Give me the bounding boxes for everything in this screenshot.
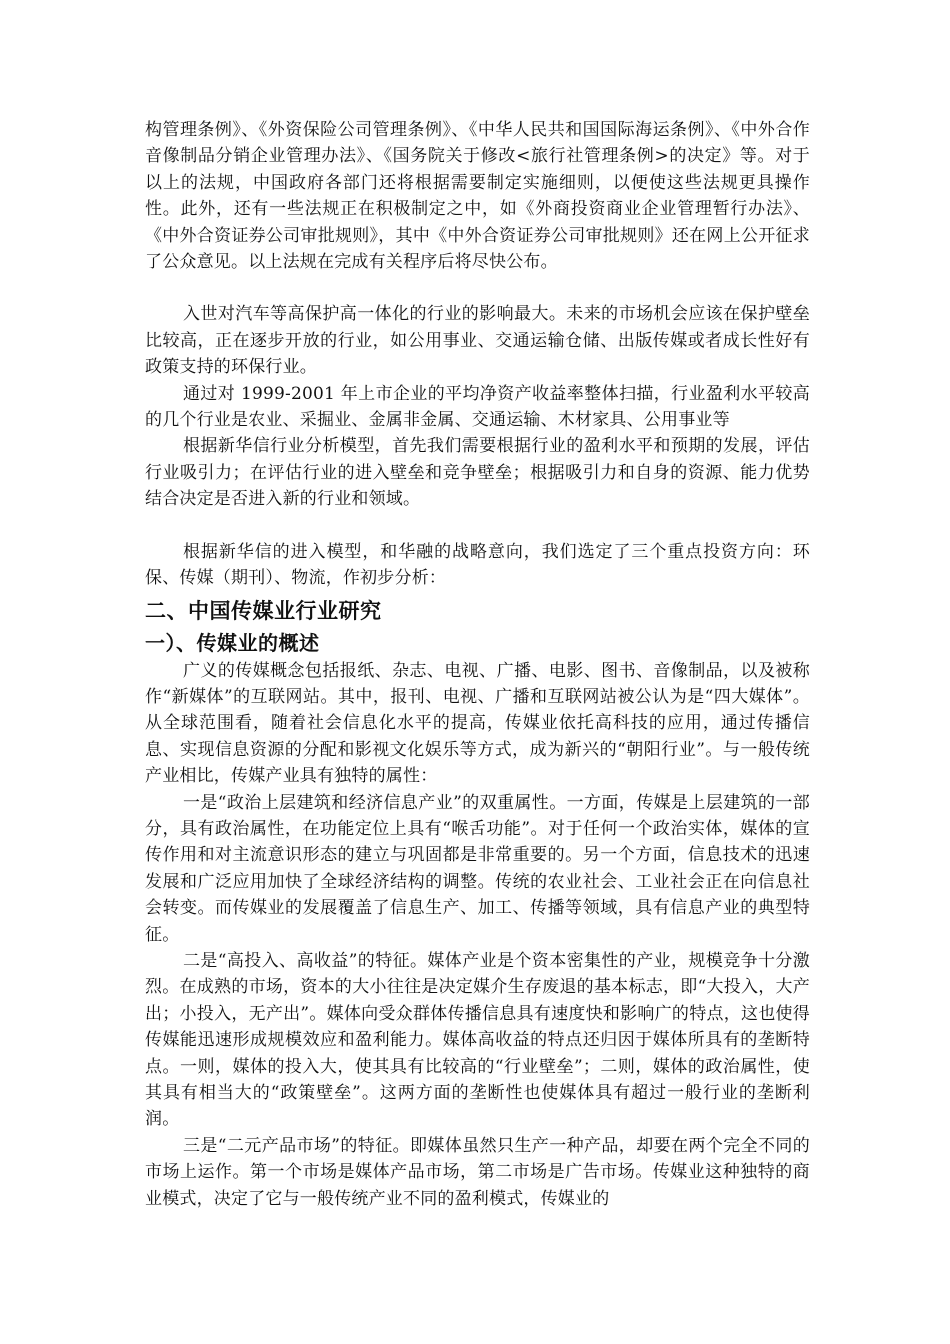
paragraph-regulations: 构管理条例》、《外资保险公司管理条例》、《中华人民共和国国际海运条例》、《中外合作音像制品分销企业管理办法》、《国务院关于修改<旅行社管理条例>的决定》等。对于以上的法规，中国政府各部门还将根据需要制定实施细则，以便使这些法规更具操作性。此外，还有一些法规正在积极制定之中，如《外商投资商业企业管理暂行办法》、《中外合资证券公司审批规则》，其中《中外合资证券公司审批规则》还在网上公开征求了公众意见。以上法规在完成有关程序后将尽快公布。 [145, 120, 810, 273]
subsection-title: 一）、传媒业的概述 [145, 630, 320, 655]
section-title: 二、中国传媒业行业研究 [145, 598, 382, 623]
paragraph-media-definition: 广义的传媒概念包括报纸、杂志、电视、广播、电影、图书、音像制品，以及被称作“新媒体”的互联网站。其中，报刊、电视、广播和互联网站被公认为是“四大媒体”。从全球范围看，随着社会信息化水平的提高，传媒业依托高科技的应用，通过传播信息、实现信息资源的分配和影视文化娱乐等方式，成为新兴的“朝阳行业”。与一般传统产业相比，传媒产业具有独特的属性： [145, 660, 810, 787]
paragraph-dual-market: 三是“二元产品市场”的特征。即媒体虽然只生产一种产品，却要在两个完全不同的市场上运作。第一个市场是媒体产品市场，第二市场是广告市场。传媒业这种独特的商业模式，决定了它与一般传统产业不同的盈利模式，传媒业的 [145, 1135, 810, 1209]
paragraph-high-input: 二是“高投入、高收益”的特征。媒体产业是个资本密集性的产业，规模竞争十分激烈。在成熟的市场，资本的大小往往是决定媒介生存废退的基本标志，即“大投入，大产出；小投入，无产出”。媒体向受众群体传播信息具有速度快和影响广的特点，这也使得传媒能迅速形成规模效应和盈利能力。媒体高收益的特点还归因于媒体所具有的垄断特点。一则，媒体的投入大，使其具有比较高的“行业壁垒”；二则，媒体的政治属性，使其具有相当大的“政策壁垒”。这两方面的垄断性也使媒体具有超过一般行业的垄断利润。 [145, 950, 810, 1130]
paragraph-roe-scan: 通过对 1999-2001 年上市企业的平均净资产收益率整体扫描，行业盈利水平较高的几个行业是农业、采掘业、金属非金属、交通运输、木材家具、公用事业等 [145, 383, 810, 431]
paragraph-analysis-model: 根据新华信行业分析模型，首先我们需要根据行业的盈利水平和预期的发展，评估行业吸引力；在评估行业的进入壁垒和竞争壁垒；根据吸引力和自身的资源、能力优势结合决定是否进入新的行业和领域。 [145, 436, 810, 510]
paragraph-dual-attribute: 一是“政治上层建筑和经济信息产业”的双重属性。一方面，传媒是上层建筑的一部分，具有政治属性，在功能定位上具有“喉舌功能”。对于任何一个政治实体，媒体的宣传作用和对主流意识形态的建立与巩固都是非常重要的。另一个方面，信息技术的迅速发展和广泛应用加快了全球经济结构的调整。传统的农业社会、工业社会正在向信息社会转变。而传媒业的发展覆盖了信息生产、加工、传播等领域，具有信息产业的典型特征。 [145, 792, 810, 945]
paragraph-gap [145, 513, 810, 539]
document-page [145, 117, 810, 1212]
paragraph-wto-impact: 入世对汽车等高保护高一体化的行业的影响最大。未来的市场机会应该在保护壁垒比较高，正在逐步开放的行业，如公用事业、交通运输仓储、出版传媒或者成长性好有政策支持的环保行业。 [145, 304, 810, 378]
paragraph-investment-direction: 根据新华信的进入模型，和华融的战略意向，我们选定了三个重点投资方向：环保、传媒（期刊）、物流，作初步分析： [145, 541, 810, 589]
paragraph-gap [145, 275, 810, 301]
